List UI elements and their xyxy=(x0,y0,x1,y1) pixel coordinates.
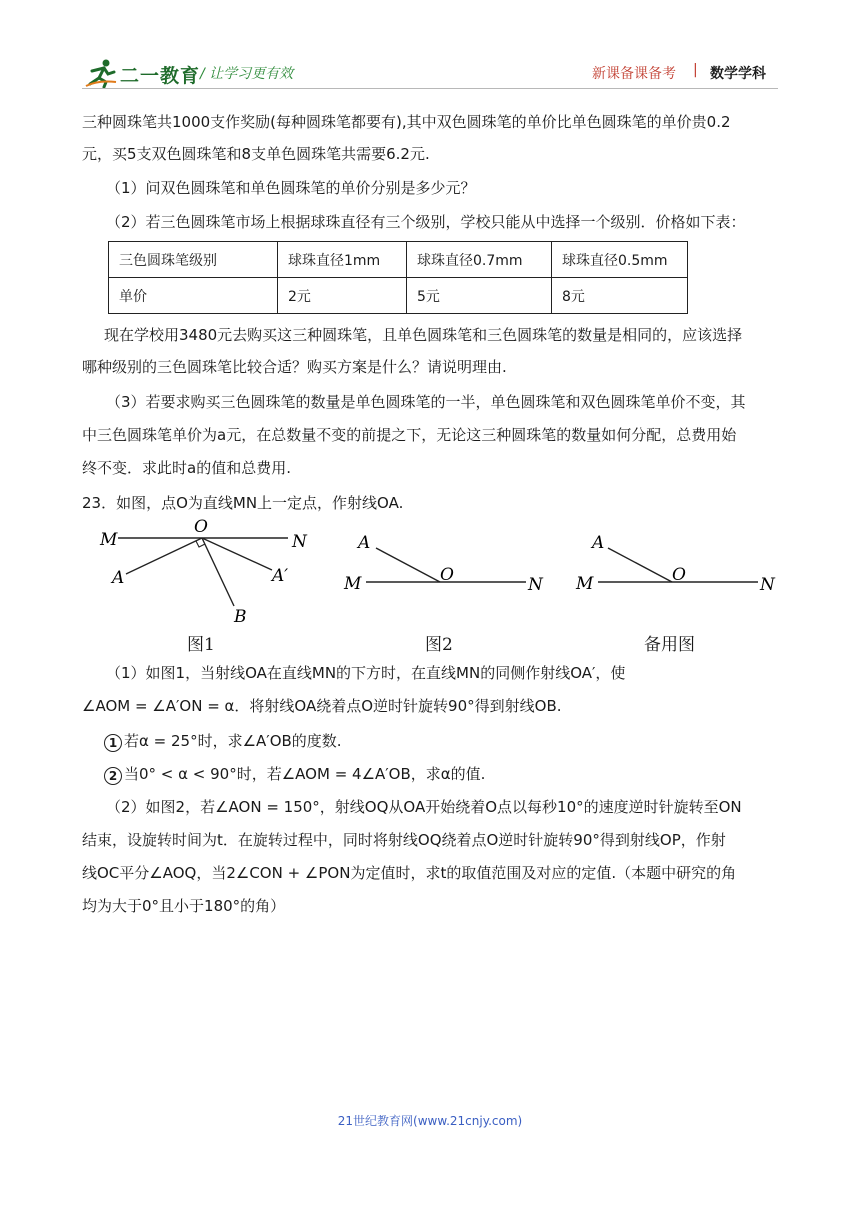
table-row xyxy=(109,242,688,278)
label-a: A xyxy=(112,568,125,588)
label-o: O xyxy=(672,565,686,585)
figure-backup-caption: 备用图 xyxy=(644,635,695,655)
p23-q2-line4: 均为大于0°且小于180°的角） xyxy=(82,897,286,915)
table-cell: 8元 xyxy=(552,278,688,314)
p23-q2-line2: 结束，设旋转时间为t．在旋转过程中，同时将射线OQ绕着点O逆时针旋转90°得到射线OP，作射 xyxy=(82,831,726,849)
header-separator: | xyxy=(693,62,698,78)
label-a-prime: A′ xyxy=(272,566,289,586)
label-m: M xyxy=(344,574,362,594)
p22-question1: （1）问双色圆珠笔和单色圆珠笔的单价分别是多少元？ xyxy=(106,179,476,197)
table-cell: 球珠直径1mm xyxy=(278,242,407,278)
label-b: B xyxy=(234,607,247,627)
p22-question3-line3: 终不变．求此时a的值和总费用. xyxy=(82,459,291,477)
p23-q2-line3: 线OC平分∠AOQ，当2∠CON + ∠PON为定值时，求t的取值范围及对应的定值.（本题中研究的角 xyxy=(82,864,737,882)
p22-question2: （2）若三色圆珠笔市场上根据球珠直径有三个级别，学校只能从中选择一个级别．价格如下表： xyxy=(106,213,746,231)
logo-text: 二一教育 xyxy=(120,65,201,87)
header-divider xyxy=(82,88,778,89)
p23-title: 23．如图，点O为直线MN上一定点，作射线OA. xyxy=(82,494,404,512)
figure-1 xyxy=(96,518,316,628)
figure-1-caption: 图1 xyxy=(187,635,215,655)
circled-number: 2 xyxy=(104,767,122,785)
p23-q1-line1: （1）如图1，当射线OA在直线MN的下方时，在直线MN的同侧作射线OA′，使 xyxy=(106,664,626,682)
label-a: A xyxy=(358,533,371,553)
footer-source[interactable]: 21世纪教育网(www.21cnjy.com) xyxy=(337,1114,523,1128)
table-row xyxy=(109,278,688,314)
p22-q2-body-line2: 哪种级别的三色圆珠笔比较合适？购买方案是什么？请说明理由. xyxy=(82,358,507,376)
p22-q2-body-line1: 现在学校用3480元去购买这三种圆珠笔，且单色圆珠笔和三色圆珠笔的数量是相同的，应该选择 xyxy=(104,326,743,344)
header-subject: 数学学科 xyxy=(710,66,766,82)
p23-sub1 xyxy=(104,731,342,752)
label-m: M xyxy=(100,530,118,550)
label-m: M xyxy=(576,574,594,594)
table-cell: 三色圆珠笔级别 xyxy=(109,242,278,278)
p23-sub2 xyxy=(104,764,485,785)
price-table xyxy=(108,241,688,314)
table-cell: 2元 xyxy=(278,278,407,314)
circled-number: 1 xyxy=(104,734,122,752)
figure-2 xyxy=(340,528,550,598)
header-right-text: 新课备课备考 xyxy=(592,66,676,82)
figure-backup xyxy=(572,528,782,598)
label-n: N xyxy=(292,532,307,552)
label-o: O xyxy=(440,565,454,585)
p22-question3-line1: （3）若要求购买三色圆珠笔的数量是单色圆珠笔的一半，单色圆珠笔和双色圆珠笔单价不变，其 xyxy=(106,393,746,411)
p22-intro-line2: 元，买5支双色圆珠笔和8支单色圆珠笔共需要6.2元. xyxy=(82,145,430,163)
runner-logo-icon xyxy=(84,58,118,88)
label-n: N xyxy=(760,575,775,595)
p23-q2-line1: （2）如图2，若∠AON = 150°，射线OQ从OA开始绕着O点以每秒10°的速度逆时针旋转至ON xyxy=(106,798,742,816)
label-n: N xyxy=(528,575,543,595)
p23-sub2-text: 当0° < α < 90°时，若∠AOM = 4∠A′OB，求α的值. xyxy=(124,765,486,783)
label-a: A xyxy=(592,533,605,553)
p22-intro-line1: 三种圆珠笔共1000支作奖励(每种圆珠笔都要有),其中双色圆珠笔的单价比单色圆珠笔的单价贵0.2 xyxy=(82,113,731,131)
table-cell: 5元 xyxy=(407,278,552,314)
p23-sub1-text: 若α = 25°时，求∠A′OB的度数. xyxy=(124,732,342,750)
label-o: O xyxy=(194,518,208,537)
figure-2-caption: 图2 xyxy=(425,635,453,655)
table-cell: 单价 xyxy=(109,278,278,314)
p23-q1-line2: ∠AOM = ∠A′ON = α．将射线OA绕着点O逆时针旋转90°得到射线OB. xyxy=(82,697,562,715)
table-cell: 球珠直径0.5mm xyxy=(552,242,688,278)
header-slogan: / 让学习更有效 xyxy=(200,66,294,82)
table-cell: 球珠直径0.7mm xyxy=(407,242,552,278)
p22-question3-line2: 中三色圆珠笔单价为a元，在总数量不变的前提之下，无论这三种圆珠笔的数量如何分配，总费用始 xyxy=(82,426,737,444)
